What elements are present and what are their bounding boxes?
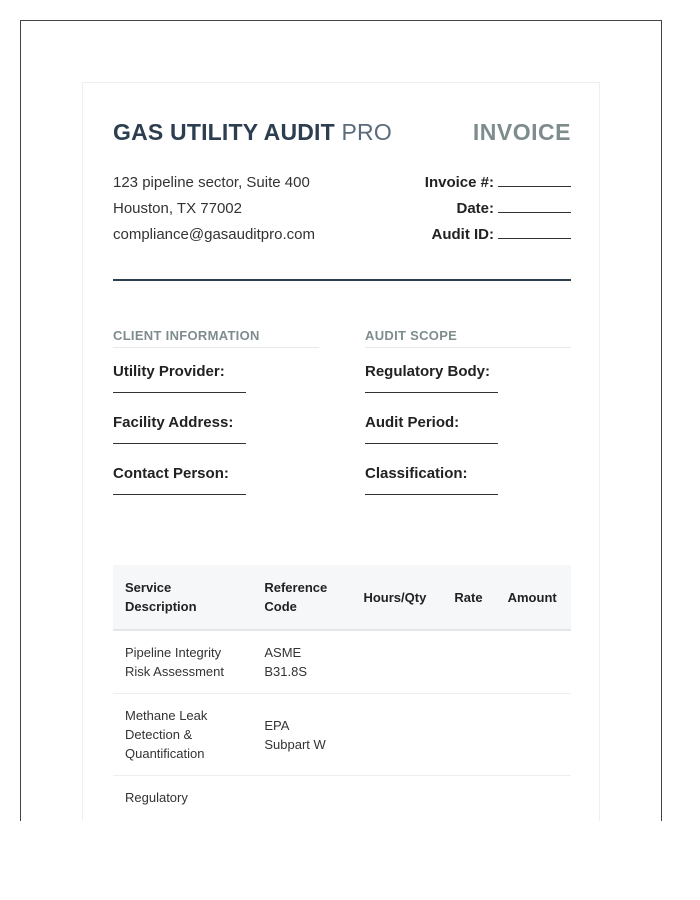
invoice-number-label: Invoice #:: [424, 174, 494, 191]
reference-line: ASME: [264, 645, 302, 660]
description-line: Quantification: [125, 746, 205, 761]
header-reference-line: Reference: [264, 580, 328, 595]
regulatory-body-field: [365, 363, 571, 399]
audit-period-blank: [365, 443, 498, 444]
utility-provider-blank: [113, 392, 246, 393]
row-reference-code: [252, 776, 346, 822]
table-row: [113, 630, 571, 694]
table-header-row: [113, 565, 571, 630]
row-hours-qty: [346, 694, 444, 776]
facility-address-label: Facility Address:: [113, 414, 234, 431]
description-line: Regulatory: [125, 790, 188, 805]
invoice-meta: [425, 170, 571, 248]
brand-name: GAS UTILITY AUDIT: [113, 119, 335, 145]
audit-period-label: Audit Period:: [365, 414, 460, 431]
regulatory-body-label: Regulatory Body:: [365, 363, 491, 380]
company-logo-text: [113, 119, 392, 146]
regulatory-body-blank: [365, 392, 498, 393]
classification-label: Classification:: [365, 465, 468, 482]
brand-suffix: PRO: [341, 119, 392, 145]
table-row: [113, 694, 571, 776]
invoice-document: [82, 82, 600, 821]
classification-blank: [365, 494, 498, 495]
audit-id-row: [425, 222, 571, 248]
client-information-section: [113, 328, 319, 501]
date-row: [425, 196, 571, 222]
page-frame: [20, 20, 662, 821]
invoice-number-blank: [498, 171, 571, 187]
row-rate: [444, 694, 494, 776]
row-hours-qty: [346, 776, 444, 822]
audit-scope-section: [365, 328, 571, 501]
header-service-description: [113, 565, 252, 630]
utility-provider-label: Utility Provider:: [113, 363, 225, 380]
client-information-heading: CLIENT INFORMATION: [113, 328, 319, 348]
utility-provider-field: [113, 363, 319, 399]
row-reference-code: [252, 630, 346, 694]
row-rate: [444, 630, 494, 694]
header-hours-qty: Hours/Qty: [346, 565, 444, 630]
audit-scope-heading: AUDIT SCOPE: [365, 328, 571, 348]
row-rate: [444, 776, 494, 822]
facility-address-blank: [113, 443, 246, 444]
invoice-number-row: [425, 170, 571, 196]
reference-line: EPA: [264, 717, 290, 733]
header-reference-code: [252, 565, 346, 630]
row-amount: [493, 776, 571, 822]
table-row: [113, 776, 571, 822]
row-service-description: [113, 694, 252, 776]
header-reference-line: Code: [264, 599, 297, 614]
facility-address-field: [113, 414, 319, 450]
header-amount: Amount: [493, 565, 571, 630]
row-service-description: [113, 630, 252, 694]
row-service-description: [113, 776, 252, 822]
services-table: [113, 565, 571, 821]
address-line-2: Houston, TX 77002: [113, 200, 242, 217]
classification-field: [365, 465, 571, 501]
reference-line: B31.8S: [264, 664, 308, 679]
contact-person-field: [113, 465, 319, 501]
header-description-line: Service: [125, 580, 172, 595]
header-divider: [113, 279, 571, 281]
row-amount: [493, 694, 571, 776]
description-line: Methane Leak: [125, 708, 208, 723]
company-address: [113, 170, 315, 248]
row-hours-qty: [346, 630, 444, 694]
audit-id-blank: [498, 223, 571, 239]
row-reference-code: [252, 694, 346, 776]
row-amount: [493, 630, 571, 694]
reference-line: Subpart W: [264, 736, 326, 752]
audit-period-field: [365, 414, 571, 450]
header-description-line: Description: [125, 599, 197, 614]
description-line: [125, 807, 252, 821]
address-line-1: 123 pipeline sector, Suite 400: [113, 174, 310, 191]
date-label: Date:: [456, 200, 494, 217]
header-rate: Rate: [444, 565, 494, 630]
date-blank: [498, 197, 571, 213]
audit-id-label: Audit ID:: [431, 226, 494, 243]
description-line: Pipeline Integrity: [125, 645, 222, 660]
services-table-container: [113, 565, 571, 821]
contact-person-blank: [113, 494, 246, 495]
company-email: compliance@gasauditpro.com: [113, 226, 315, 243]
contact-person-label: Contact Person:: [113, 465, 229, 482]
description-line: Risk Assessment: [125, 664, 224, 679]
document-title: INVOICE: [472, 119, 571, 145]
description-line: Detection &: [125, 727, 193, 742]
